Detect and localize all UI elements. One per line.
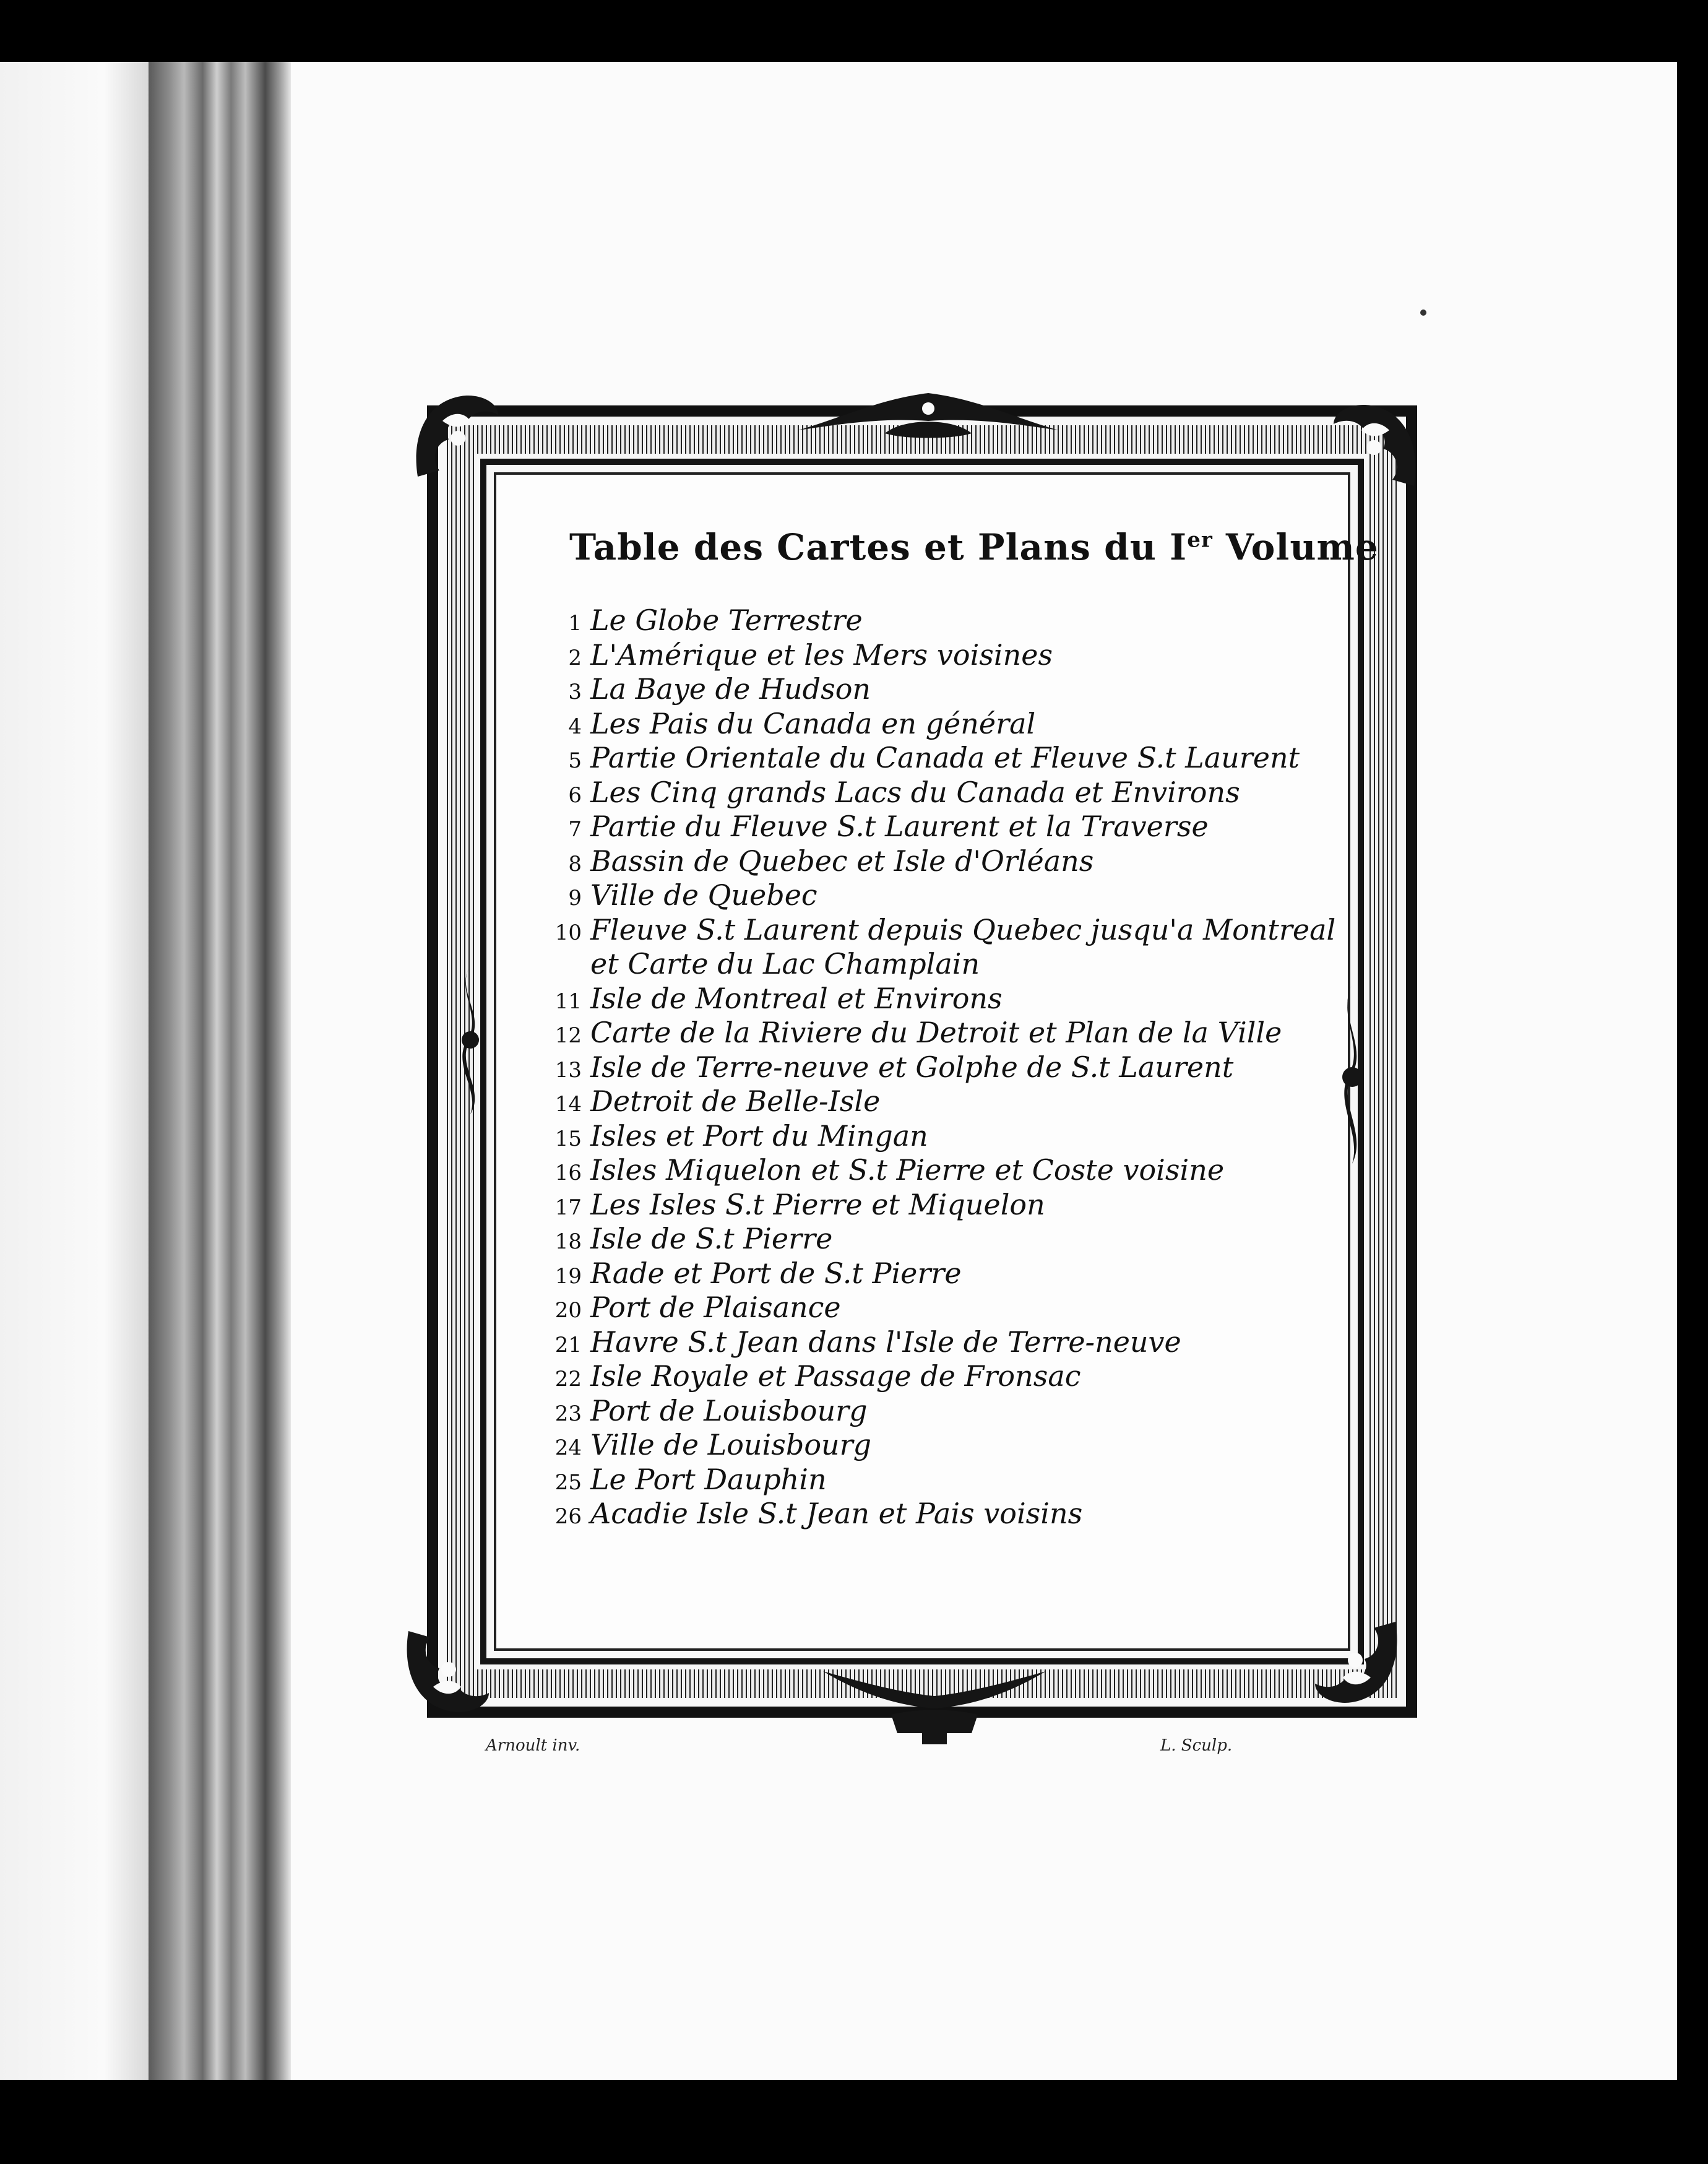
list-item xyxy=(538,844,1343,879)
page-title xyxy=(569,526,1379,568)
list-item xyxy=(538,1497,1343,1531)
entry-title: Ville de Quebec xyxy=(590,878,817,912)
entry-number: 15 xyxy=(554,1126,582,1151)
entry-title: Port de Louisbourg xyxy=(590,1393,868,1427)
entry-number: 26 xyxy=(554,1504,582,1529)
entry-title: L'Amérique et les Mers voisines xyxy=(590,638,1053,672)
entry-number: 3 xyxy=(568,680,582,704)
entry-number: 20 xyxy=(554,1298,582,1323)
entry-number: 16 xyxy=(554,1161,582,1185)
bottom-crest-ornament xyxy=(817,1647,1052,1752)
list-item xyxy=(538,1291,1343,1325)
entry-title: Partie Orientale du Canada et Fleuve S.t Laurent xyxy=(590,741,1300,774)
entry-number: 22 xyxy=(554,1367,582,1391)
list-item xyxy=(538,810,1343,844)
entry-title: La Baye de Hudson xyxy=(590,672,871,706)
entry-number: 12 xyxy=(554,1023,582,1048)
entry-number: 13 xyxy=(554,1057,582,1083)
list-item xyxy=(538,1222,1343,1257)
title-main: Table des Cartes et Plans du I xyxy=(569,526,1188,568)
entry-number: 21 xyxy=(554,1332,582,1357)
list-item xyxy=(538,1050,1343,1085)
entry-title: Carte de la Riviere du Detroit et Plan de la Ville xyxy=(590,1016,1282,1049)
entry-number: 7 xyxy=(568,817,582,842)
list-item xyxy=(538,913,1343,948)
corner-ornament-top-right xyxy=(1321,393,1426,498)
list-item xyxy=(538,672,1343,707)
list-item xyxy=(538,878,1343,913)
entry-number: 2 xyxy=(568,645,582,670)
list-item xyxy=(538,1084,1343,1119)
list-item xyxy=(538,1394,1343,1429)
left-side-ornament xyxy=(449,966,492,1114)
facing-page xyxy=(0,62,149,2080)
credit-engraver: L. Sculp. xyxy=(1160,1736,1233,1755)
entry-title: Rade et Port de S.t Pierre xyxy=(590,1256,962,1290)
entry-number: 6 xyxy=(568,782,582,808)
page-specks xyxy=(1417,306,1430,319)
list-item xyxy=(538,1153,1343,1188)
corner-ornament-bottom-left xyxy=(396,1619,501,1724)
table-of-maps xyxy=(538,604,1343,1531)
entry-title: Partie du Fleuve S.t Laurent et la Traverse xyxy=(590,810,1209,843)
list-item xyxy=(538,1119,1343,1154)
top-crest-ornament xyxy=(792,381,1064,449)
entry-number: 24 xyxy=(554,1435,582,1460)
entry-title: Les Isles S.t Pierre et Miquelon xyxy=(590,1187,1045,1221)
entry-number: 1 xyxy=(568,611,582,636)
entry-title: Isles et Port du Mingan xyxy=(590,1119,928,1153)
entry-title: Isles Miquelon et S.t Pierre et Coste voisine xyxy=(590,1153,1225,1187)
entry-title: Port de Plaisance xyxy=(590,1291,841,1324)
entry-number: 8 xyxy=(568,851,582,876)
corner-ornament-top-left xyxy=(405,384,511,489)
entry-title: Les Pais du Canada en général xyxy=(590,706,1036,740)
entry-title: Isle Royale et Passage de Fronsac xyxy=(590,1359,1081,1393)
list-item xyxy=(538,741,1343,776)
entry-title: Isle de Montreal et Environs xyxy=(590,981,1003,1015)
book-gutter xyxy=(149,62,291,2080)
entry-number: 14 xyxy=(554,1092,582,1117)
entry-number: 10 xyxy=(554,920,582,945)
list-item xyxy=(538,1257,1343,1291)
list-item xyxy=(538,1188,1343,1223)
list-item xyxy=(538,1428,1343,1463)
entry-number: 18 xyxy=(554,1229,582,1254)
entry-title: Acadie Isle S.t Jean et Pais voisins xyxy=(590,1497,1083,1530)
credit-designer: Arnoult inv. xyxy=(486,1736,580,1755)
entry-title: Isle de Terre-neuve et Golphe de S.t Laurent xyxy=(590,1050,1234,1084)
corner-ornament-bottom-right xyxy=(1303,1609,1408,1715)
list-item xyxy=(538,776,1343,810)
entry-title: et Carte du Lac Champlain xyxy=(590,947,980,980)
entry-title: Le Globe Terrestre xyxy=(590,604,863,637)
entry-number: 11 xyxy=(554,989,582,1014)
entry-number: 25 xyxy=(554,1469,582,1495)
list-item xyxy=(538,638,1343,673)
list-item xyxy=(538,1325,1343,1360)
entry-number: 4 xyxy=(568,714,582,739)
entry-number: 5 xyxy=(568,748,582,773)
entry-title: Le Port Dauphin xyxy=(590,1462,827,1496)
list-item xyxy=(538,982,1343,1016)
entry-title: Bassin de Quebec et Isle d'Orléans xyxy=(590,844,1094,878)
entry-title: Les Cinq grands Lacs du Canada et Environs xyxy=(590,775,1240,809)
entry-number: 17 xyxy=(554,1195,582,1220)
list-item xyxy=(538,604,1343,638)
list-item xyxy=(538,947,1343,982)
title-end: Volume xyxy=(1212,526,1379,568)
entry-number: 23 xyxy=(554,1401,582,1426)
list-item xyxy=(538,707,1343,742)
entry-title: Fleuve S.t Laurent depuis Quebec jusqu'a Montreal xyxy=(590,912,1336,946)
entry-title: Isle de S.t Pierre xyxy=(590,1222,833,1255)
list-item xyxy=(538,1359,1343,1394)
list-item xyxy=(538,1463,1343,1497)
entry-number: 19 xyxy=(554,1263,582,1289)
entry-number: 9 xyxy=(568,886,582,911)
list-item xyxy=(538,1016,1343,1050)
entry-title: Ville de Louisbourg xyxy=(590,1428,872,1461)
entry-title: Detroit de Belle-Isle xyxy=(590,1084,881,1118)
title-superscript: er xyxy=(1187,527,1213,553)
entry-title: Havre S.t Jean dans l'Isle de Terre-neuve xyxy=(590,1325,1181,1359)
